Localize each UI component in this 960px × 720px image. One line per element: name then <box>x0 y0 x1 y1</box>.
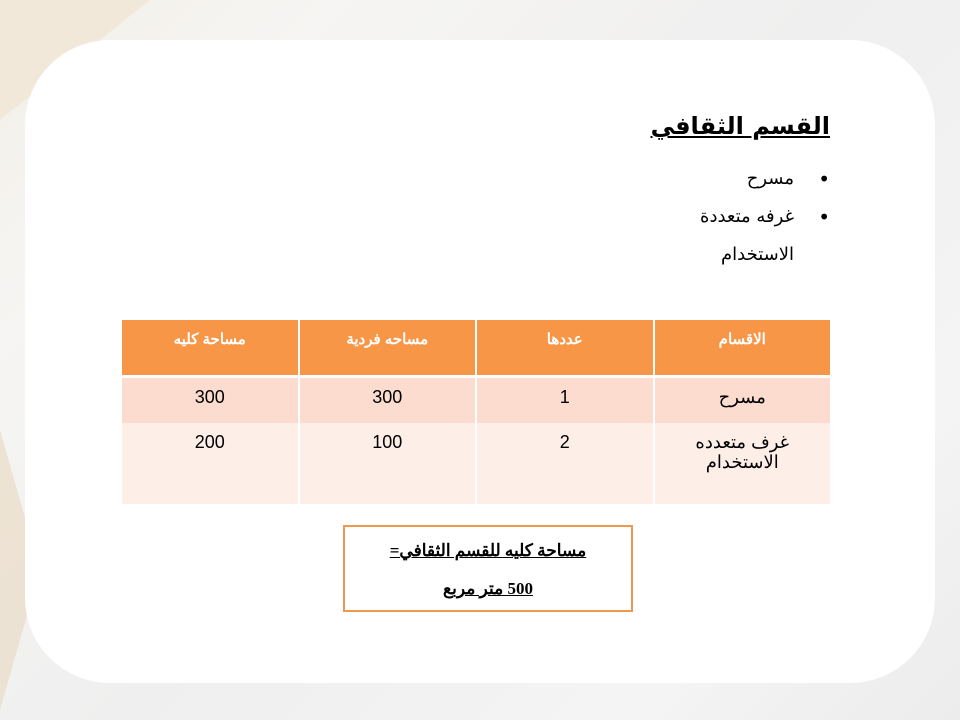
header-cell: عددها <box>476 320 654 376</box>
table-cell: 200 <box>121 423 299 504</box>
table-cell: 1 <box>476 376 654 423</box>
header-cell: مساحة كليه <box>121 320 299 376</box>
table-row <box>121 376 831 423</box>
bullet-item: • مسرح <box>630 160 830 198</box>
bullet-item-continuation: الاستخدام <box>721 244 794 265</box>
bullet-list <box>630 160 830 274</box>
total-area-value: 500 متر مربع <box>443 579 533 598</box>
table-row <box>121 423 831 504</box>
total-area-label: مساحة كليه للقسم الثقافي= <box>389 541 587 560</box>
table-cell: غرف متعدده الاستخدام <box>654 423 832 504</box>
table-header-row <box>121 320 831 376</box>
bullet-item: • غرفه متعددة <box>630 198 830 236</box>
areas-table <box>120 320 832 504</box>
table-cell: 2 <box>476 423 654 504</box>
table-cell: 300 <box>121 376 299 423</box>
table-cell: 100 <box>299 423 477 504</box>
table-cell: مسرح <box>654 376 832 423</box>
slide-title: القسم الثقافي <box>650 112 830 140</box>
total-area-box <box>343 525 633 612</box>
header-cell: مساحه فردية <box>299 320 477 376</box>
header-cell: الاقسام <box>654 320 832 376</box>
table-cell: 300 <box>299 376 477 423</box>
